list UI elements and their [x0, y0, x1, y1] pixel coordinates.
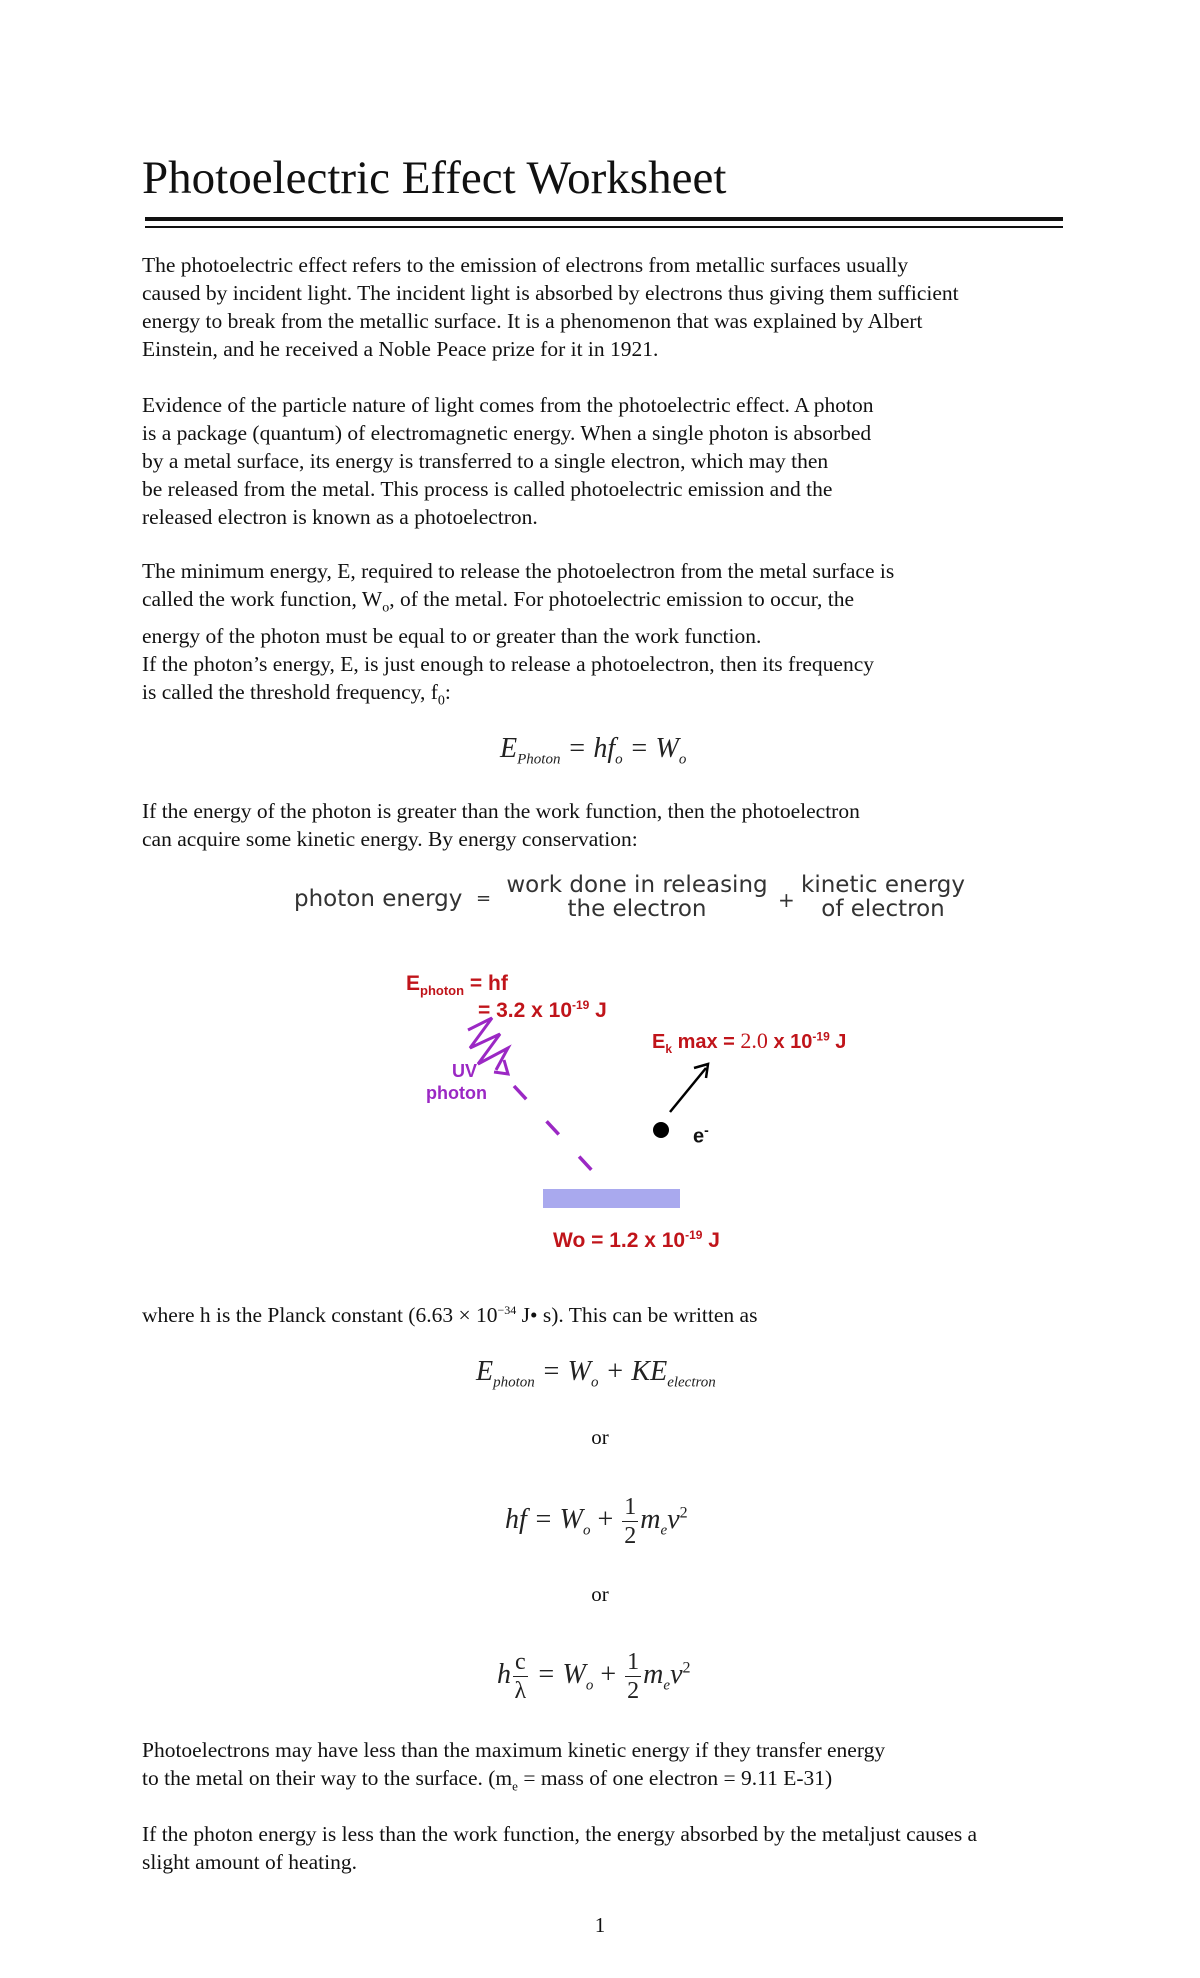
text-line: Evidence of the particle nature of light comes from the photoelectric effect. A photon	[142, 393, 874, 417]
or-separator: or	[591, 1582, 609, 1606]
energy-equation: $E_{photon} = W_o + KE_{electron}$	[476, 1356, 716, 1391]
text-line: called the work function, $W_o$, of the metal. For photoelectric emission to occur, the	[142, 587, 855, 616]
frequency-equation: hf = $W_o$ + $\frac{1}{2}$ $m_ev^2$	[505, 1494, 688, 1549]
planck-paragraph	[142, 1296, 757, 1329]
conservation-kinetic-term: kinetic energy of electron	[801, 872, 965, 922]
text-line: caused by incident light. The incident light is absorbed by electrons thus giving them sufficient	[142, 281, 959, 305]
conservation-work-term: work done in releasing the electron	[506, 872, 768, 922]
conservation-plus: +	[778, 888, 795, 912]
text-line: If the energy of the photon is greater than the work function, then the photoelectron	[142, 799, 860, 823]
conservation-equals: =	[476, 888, 492, 909]
text-line: released electron is known as a photoelectron.	[142, 505, 538, 529]
text-line: If the photon’s energy, E, is just enough to release a photoelectron, then its frequency	[142, 652, 874, 677]
electron-arrow	[670, 1068, 706, 1112]
electron-dot	[653, 1122, 669, 1138]
text-line: by a metal surface, its energy is transferred to a single electron, which may then	[142, 449, 829, 473]
uv-photon-label: UV photon	[426, 1061, 487, 1103]
photoelectron-energy-paragraph	[142, 1736, 885, 1800]
page-number: 1	[594, 1913, 606, 1937]
photon-dashed-path	[514, 1086, 610, 1190]
photon-energy-value: = 3.2 x $10^{-19}$ J	[478, 998, 607, 1022]
text-line: Einstein, and he received a Noble Peace prize for it in 1921.	[142, 337, 659, 361]
text-line: is called the threshold frequency, $f_0$:	[142, 680, 451, 709]
text-line: Photoelectrons may have less than the maximum kinetic energy if they transfer energy	[142, 1738, 886, 1762]
or-separator: or	[591, 1425, 609, 1449]
threshold-equation: $E_{Photon} = hf_o = W_o$	[500, 733, 687, 768]
text-line: be released from the metal. This process is called photoelectric emission and the	[142, 477, 833, 501]
electron-label: e-	[693, 1122, 709, 1148]
photon-energy-label: $E_{photon}$ = hf	[406, 972, 508, 999]
text-line: slight amount of heating.	[142, 1850, 357, 1874]
text-line: energy to break from the metallic surface. It is a phenomenon that was explained by Albert	[142, 309, 923, 333]
work-function-label: Wo = 1.2 x $10^{-19}$ J	[553, 1228, 720, 1252]
heating-paragraph	[142, 1820, 977, 1876]
conservation-lhs: photon energy	[294, 886, 463, 912]
text-line: where h is the Planck constant ($6.63 \times 10^{-34}$ J• s). This can be written as	[142, 1303, 758, 1328]
text-line: is a package (quantum) of electromagnetic energy. When a single photon is absorbed	[142, 421, 872, 445]
text-line: If the photon energy is less than the work function, the energy absorbed by the metaljust causes a	[142, 1822, 978, 1846]
page-title: Photoelectric Effect Worksheet	[142, 152, 727, 204]
metal-surface	[543, 1189, 680, 1208]
text-line: energy of the photon must be equal to or greater than the work function.	[142, 624, 762, 649]
wavelength-equation: h $\frac{c}{\lambda}$ = $W_o$ + $\frac{1}{2}$ $m_ev^2$	[497, 1649, 691, 1704]
text-line: can acquire some kinetic energy. By energy conservation:	[142, 827, 638, 851]
text-line: The photoelectric effect refers to the emission of electrons from metallic surfaces usually	[142, 253, 909, 277]
text-line: to the metal on their way to the surface. ($m_e$ = mass of one electron = 9.11 E-31)	[142, 1766, 833, 1794]
kinetic-energy-label: $E_k$ max = 2.0 x $10^{-19}$ J	[652, 1028, 847, 1056]
text-line: The minimum energy, E, required to release the photoelectron from the metal surface is	[142, 559, 895, 583]
